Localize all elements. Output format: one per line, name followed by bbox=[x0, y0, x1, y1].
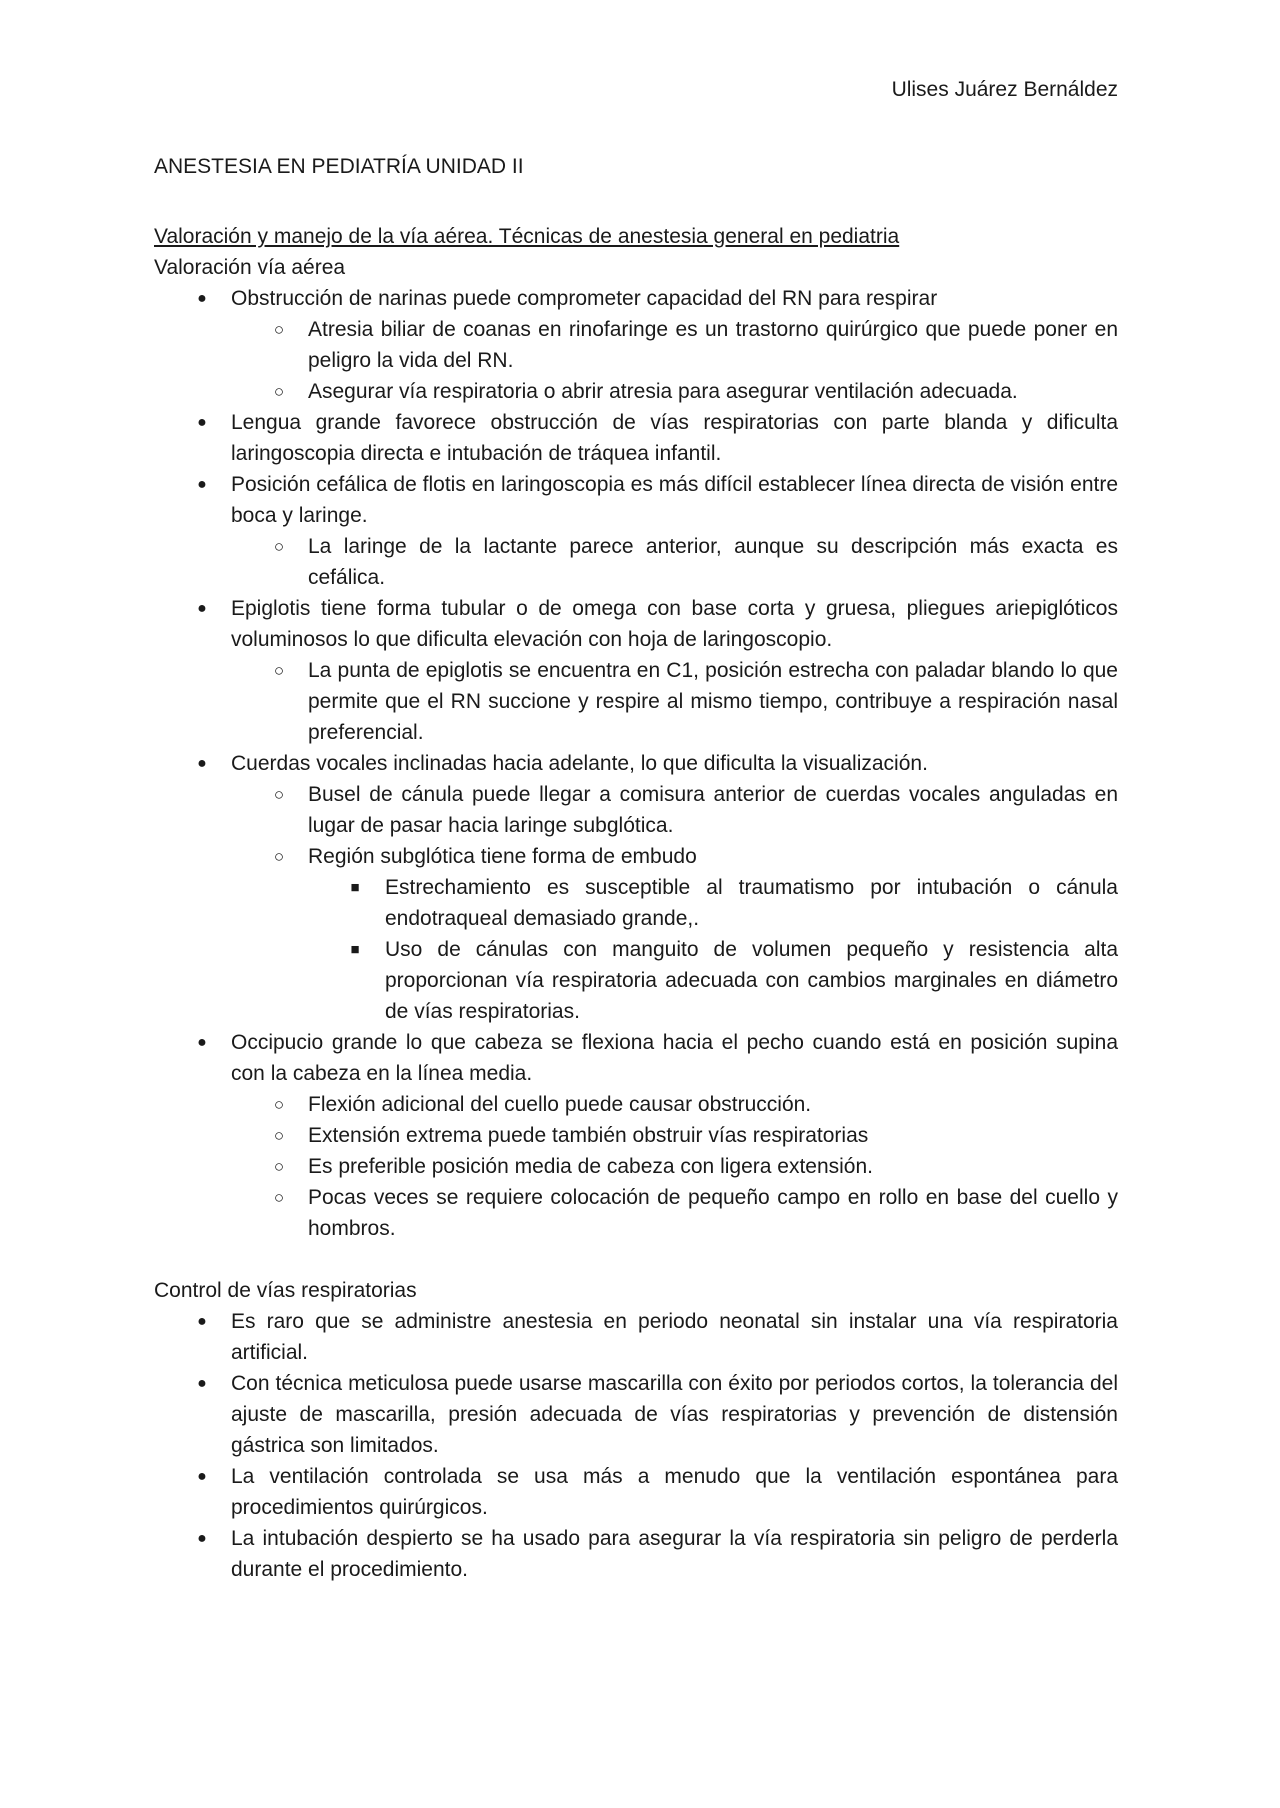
document-subtitle: Valoración y manejo de la vía aérea. Técnicas de anestesia general en pediatria bbox=[154, 225, 900, 248]
list-item-text: La laringe de la lactante parece anterior, aunque su descripción más exacta es cefálica. bbox=[308, 535, 1118, 589]
list-item-level-2 bbox=[273, 531, 1118, 593]
filled-circle-bullet-icon: ● bbox=[197, 755, 207, 772]
filled-circle-bullet-icon: ● bbox=[197, 290, 207, 307]
list-item-text: Epiglotis tiene forma tubular o de omega con base corta y gruesa, pliegues ariepiglóticos voluminosos lo que dificulta elevación con hoja de laringoscopio. bbox=[231, 597, 1118, 651]
list-item-level-1 bbox=[197, 407, 1118, 469]
list-item-text: Región subglótica tiene forma de embudo bbox=[308, 845, 697, 868]
list-item-level-2 bbox=[273, 779, 1118, 841]
filled-circle-bullet-icon: ● bbox=[197, 1034, 207, 1051]
list-item-text: Es raro que se administre anestesia en periodo neonatal sin instalar una vía respiratoria artificial. bbox=[231, 1310, 1118, 1364]
hollow-circle-bullet-icon: ○ bbox=[273, 537, 285, 556]
hollow-circle-bullet-icon: ○ bbox=[273, 1126, 285, 1145]
list-item-text: Pocas veces se requiere colocación de pequeño campo en rollo en base del cuello y hombros. bbox=[308, 1186, 1118, 1240]
list-item-text: Estrechamiento es susceptible al traumatismo por intubación o cánula endotraqueal demasiado grande,. bbox=[385, 876, 1118, 930]
list-item-level-1 bbox=[197, 1368, 1118, 1461]
list-item-text: Es preferible posición media de cabeza con ligera extensión. bbox=[308, 1155, 874, 1178]
filled-circle-bullet-icon: ● bbox=[197, 414, 207, 431]
list-item-text: Extensión extrema puede también obstruir vías respiratorias bbox=[308, 1124, 869, 1147]
list-item-text: La ventilación controlada se usa más a menudo que la ventilación espontánea para procedimientos quirúrgicos. bbox=[231, 1465, 1118, 1519]
square-bullet-icon: ■ bbox=[350, 941, 360, 958]
list-item-level-1 bbox=[197, 283, 1118, 314]
list-item-level-1 bbox=[197, 593, 1118, 655]
filled-circle-bullet-icon: ● bbox=[197, 476, 207, 493]
document-title: ANESTESIA EN PEDIATRÍA UNIDAD II bbox=[154, 155, 524, 178]
filled-circle-bullet-icon: ● bbox=[197, 600, 207, 617]
list-item-text: Occipucio grande lo que cabeza se flexiona hacia el pecho cuando está en posición supina con la cabeza en la línea media. bbox=[231, 1031, 1118, 1085]
list-item-level-2 bbox=[273, 376, 1118, 407]
author-name: Ulises Juárez Bernáldez bbox=[891, 78, 1118, 101]
filled-circle-bullet-icon: ● bbox=[197, 1468, 207, 1485]
hollow-circle-bullet-icon: ○ bbox=[273, 1095, 285, 1114]
list-item-text: Atresia biliar de coanas en rinofaringe es un trastorno quirúrgico que puede poner en peligro la vida del RN. bbox=[308, 318, 1118, 372]
section-heading: Valoración vía aérea bbox=[154, 256, 346, 279]
list-item-level-1 bbox=[197, 748, 1118, 779]
list-item-text: Posición cefálica de flotis en laringoscopia es más difícil establecer línea directa de visión entre boca y laringe. bbox=[231, 473, 1118, 527]
list-item-level-2 bbox=[273, 655, 1118, 748]
filled-circle-bullet-icon: ● bbox=[197, 1530, 207, 1547]
hollow-circle-bullet-icon: ○ bbox=[273, 1188, 285, 1207]
list-item-text: Asegurar vía respiratoria o abrir atresia para asegurar ventilación adecuada. bbox=[308, 380, 1018, 403]
list-item-level-1 bbox=[197, 1523, 1118, 1585]
list-item-level-1 bbox=[197, 1027, 1118, 1089]
list-item-text: La intubación despierto se ha usado para asegurar la vía respiratoria sin peligro de perderla durante el procedimiento. bbox=[231, 1527, 1118, 1581]
hollow-circle-bullet-icon: ○ bbox=[273, 382, 285, 401]
list-item-text: La punta de epiglotis se encuentra en C1, posición estrecha con paladar blando lo que permite que el RN succione y respire al mismo tiempo, contribuye a respiración nasal preferencial. bbox=[308, 659, 1118, 744]
section-heading: Control de vías respiratorias bbox=[154, 1279, 417, 1302]
list-item-text: Con técnica meticulosa puede usarse mascarilla con éxito por periodos cortos, la tolerancia del ajuste de mascarilla, presión adecuada de vías respiratorias y prevención de distensión gástrica son limitados. bbox=[231, 1372, 1118, 1457]
list-item-level-3 bbox=[350, 934, 1118, 1027]
list-item-text: Lengua grande favorece obstrucción de vías respiratorias con parte blanda y dificulta laringoscopia directa e intubación de tráquea infantil. bbox=[231, 411, 1118, 465]
list-item-level-1 bbox=[197, 1461, 1118, 1523]
document-body bbox=[154, 221, 1118, 1585]
list-item-text: Flexión adicional del cuello puede causar obstrucción. bbox=[308, 1093, 812, 1116]
hollow-circle-bullet-icon: ○ bbox=[273, 320, 285, 339]
list-item-level-2 bbox=[273, 1151, 1118, 1182]
list-item-text: Cuerdas vocales inclinadas hacia adelante, lo que dificulta la visualización. bbox=[231, 752, 928, 775]
list-item-level-2 bbox=[273, 1182, 1118, 1244]
list-item-level-1 bbox=[197, 1306, 1118, 1368]
filled-circle-bullet-icon: ● bbox=[197, 1375, 207, 1392]
hollow-circle-bullet-icon: ○ bbox=[273, 785, 285, 804]
square-bullet-icon: ■ bbox=[350, 879, 360, 896]
list-item-level-2 bbox=[273, 314, 1118, 376]
filled-circle-bullet-icon: ● bbox=[197, 1313, 207, 1330]
list-item-level-2 bbox=[273, 1120, 1118, 1151]
hollow-circle-bullet-icon: ○ bbox=[273, 1157, 285, 1176]
hollow-circle-bullet-icon: ○ bbox=[273, 847, 285, 866]
list-item-level-1 bbox=[197, 469, 1118, 531]
list-item-level-3 bbox=[350, 872, 1118, 934]
list-item-text: Obstrucción de narinas puede comprometer capacidad del RN para respirar bbox=[231, 287, 938, 310]
hollow-circle-bullet-icon: ○ bbox=[273, 661, 285, 680]
list-item-level-2 bbox=[273, 841, 1118, 872]
list-item-level-2 bbox=[273, 1089, 1118, 1120]
section-spacer bbox=[154, 1244, 1118, 1275]
list-item-text: Busel de cánula puede llegar a comisura anterior de cuerdas vocales anguladas en lugar de pasar hacia laringe subglótica. bbox=[308, 783, 1118, 837]
list-item-text: Uso de cánulas con manguito de volumen pequeño y resistencia alta proporcionan vía respiratoria adecuada con cambios marginales en diámetro de vías respiratorias. bbox=[385, 938, 1118, 1023]
